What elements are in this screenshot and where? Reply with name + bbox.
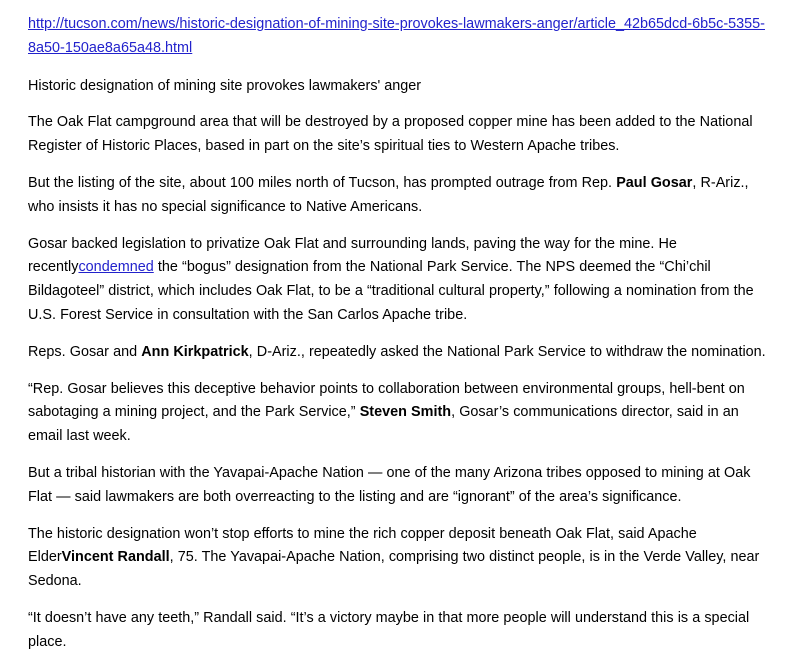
text-run: the “bogus” designation from the National Park Service. The NPS deemed the “Chi’chil Bildagoteel” district, which includes Oak Flat, to be a “traditional cultural property,” following a nomination from the U.S. Forest Service in consultation with the San Carlos Apache tribe. xyxy=(28,259,754,323)
article-paragraph xyxy=(28,341,768,365)
bold-name-run: Paul Gosar xyxy=(616,174,693,191)
text-run: , 75. The Yavapai-Apache Nation, comprising two distinct people, is in the Verde Valley, near Sedona. xyxy=(28,549,760,590)
article-headline: Historic designation of mining site provokes lawmakers' anger xyxy=(28,77,422,94)
article-paragraph xyxy=(28,233,768,328)
source-url-link[interactable]: http://tucson.com/news/historic-designation-of-mining-site-provokes-lawmakers-anger/article_42b65dcd-6b5c-5355-8a50-150ae8a65a48.html xyxy=(28,16,765,56)
text-run: Reps. Gosar and xyxy=(28,343,142,360)
text-run: But the listing of the site, about 100 miles north of Tucson, has prompted outrage from Rep. xyxy=(28,174,617,191)
article-paragraph xyxy=(28,607,768,655)
text-run: “Rep. Gosar believes this deceptive behavior points to collaboration between environmental groups, hell-bent on sabotaging a mining project, and the Park Service,” xyxy=(28,380,745,421)
text-run: But a tribal historian with the Yavapai-Apache Nation — one of the many Arizona tribes opposed to mining at Oak Flat — said lawmakers are both overreacting to the listing and are “ignorant” of the area’s significance. xyxy=(28,464,751,505)
document-body xyxy=(28,13,768,655)
article-paragraph xyxy=(28,523,768,594)
article-paragraph xyxy=(28,462,768,510)
inline-link[interactable]: condemned xyxy=(78,259,154,276)
source-url-paragraph xyxy=(28,13,768,61)
text-run: The Oak Flat campground area that will be destroyed by a proposed copper mine has been added to the National Register of Historic Places, based in part on the site’s spiritual ties to Western Apache tribes. xyxy=(28,114,753,155)
article-paragraph xyxy=(28,378,768,449)
text-run: , Gosar’s communications director, said in an email last week. xyxy=(28,404,739,445)
text-run: , D-Ariz., repeatedly asked the National Park Service to withdraw the nomination. xyxy=(248,343,766,360)
article-paragraph xyxy=(28,172,768,220)
bold-name-run: Steven Smith xyxy=(359,404,452,421)
text-run: “It doesn’t have any teeth,” Randall said. “It’s a victory maybe in that more people will understand this is a special place. xyxy=(28,609,750,650)
text-run: The historic designation won’t stop efforts to mine the rich copper deposit beneath Oak Flat, said Apache Elder xyxy=(28,525,697,566)
text-run: , R-Ariz., who insists it has no special significance to Native Americans. xyxy=(28,174,749,215)
article-paragraphs xyxy=(28,111,768,654)
bold-name-run: Vincent Randall xyxy=(61,549,170,566)
bold-name-run: Ann Kirkpatrick xyxy=(141,343,249,360)
text-run: Gosar backed legislation to privatize Oak Flat and surrounding lands, paving the way for the mine. He recently xyxy=(28,235,677,276)
article-paragraph xyxy=(28,111,768,159)
